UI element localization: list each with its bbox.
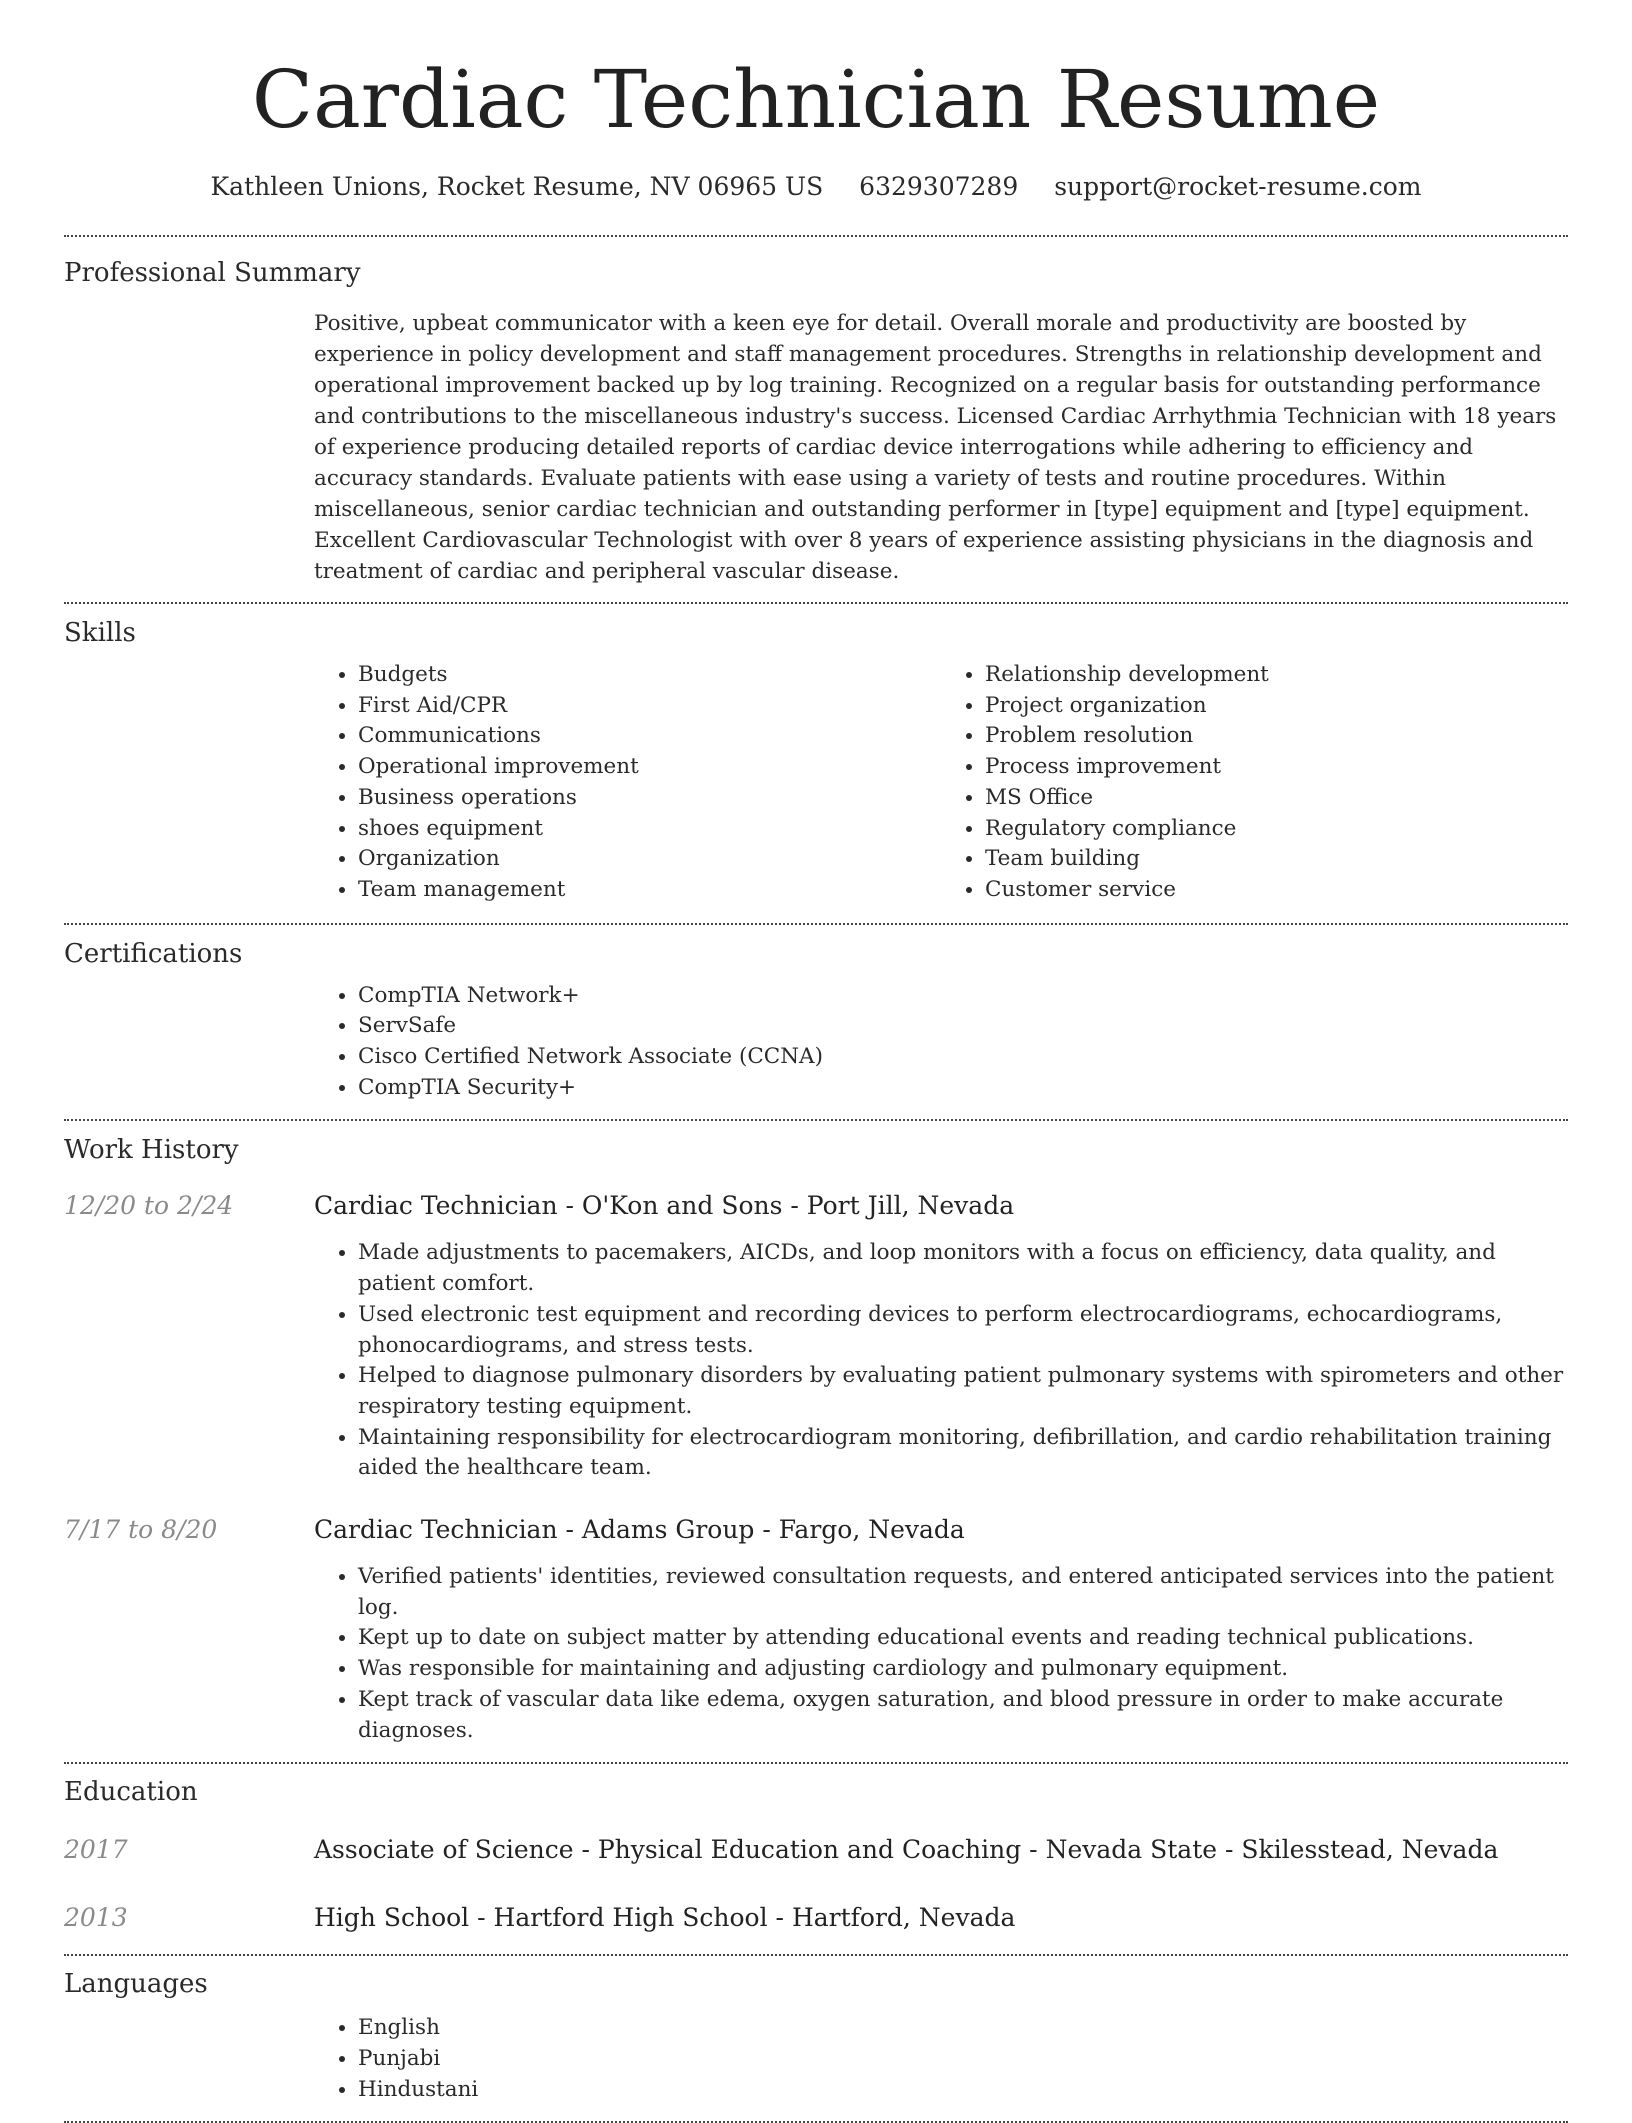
list-item: • Kept up to date on subject matter by attending educational events and reading technical publications. (358, 1623, 1568, 1654)
education-section (64, 1764, 1568, 1936)
list-item: • Verified patients' identities, reviewed consultation requests, and entered anticipated services into the patient log. (358, 1562, 1568, 1623)
list-item: • Relationship development (985, 660, 1568, 691)
job-bullets (314, 1562, 1568, 1746)
education-year: 2017 (64, 1835, 128, 1865)
list-item: • Hindustani (358, 2075, 1568, 2106)
list-item: • Budgets (358, 660, 941, 691)
summary-section (64, 237, 1568, 587)
list-item: • English (358, 2013, 1568, 2044)
education-text: High School - Hartford High School - Hartford, Nevada (314, 1903, 1016, 1933)
certifications-list (314, 981, 1568, 1104)
education-entry (64, 1832, 1568, 1868)
contact-phone: 6329307289 (859, 172, 1019, 201)
summary-heading: Professional Summary (64, 258, 361, 288)
skills-list-right (941, 660, 1568, 906)
job-dates: 7/17 to 8/20 (64, 1515, 218, 1545)
languages-section (64, 1956, 1568, 2105)
job-dates: 12/20 to 2/24 (64, 1191, 234, 1221)
list-item: • Team building (985, 844, 1568, 875)
list-item: • Regulatory compliance (985, 814, 1568, 845)
list-item: • Business operations (358, 783, 941, 814)
contact-address: Kathleen Unions, Rocket Resume, NV 06965 US (210, 172, 824, 201)
skills-section (64, 604, 1568, 906)
list-item: • Process improvement (985, 752, 1568, 783)
list-item: • CompTIA Network+ (358, 981, 1568, 1012)
languages-heading: Languages (64, 1969, 208, 2000)
list-item: • Punjabi (358, 2044, 1568, 2075)
list-item: • Operational improvement (358, 752, 941, 783)
list-item: • Used electronic test equipment and recording devices to perform electrocardiograms, echocardiograms, phonocardiograms, and stress tests. (358, 1300, 1568, 1361)
job-heading: Cardiac Technician - Adams Group - Fargo, Nevada (314, 1515, 965, 1545)
list-item: • MS Office (985, 783, 1568, 814)
list-item: • Organization (358, 844, 941, 875)
education-entry (64, 1900, 1568, 1936)
education-heading: Education (64, 1777, 198, 1808)
certifications-heading: Certifications (64, 938, 243, 969)
resume-page (64, 0, 1568, 2123)
list-item: • Problem resolution (985, 721, 1568, 752)
work-history-section (64, 1121, 1568, 1746)
list-item: • Helped to diagnose pulmonary disorders by evaluating patient pulmonary systems with spirometers and other respiratory testing equipment. (358, 1361, 1568, 1422)
list-item: • Cisco Certified Network Associate (CCNA) (358, 1042, 1568, 1073)
list-item: • CompTIA Security+ (358, 1073, 1568, 1104)
list-item: • Made adjustments to pacemakers, AICDs, and loop monitors with a focus on efficiency, data quality, and patient comfort. (358, 1238, 1568, 1299)
job-entry (64, 1512, 1568, 1746)
education-text: Associate of Science - Physical Education and Coaching - Nevada State - Skilesstead, Nevada (314, 1835, 1499, 1865)
list-item: • Communications (358, 721, 941, 752)
list-item: • First Aid/CPR (358, 691, 941, 722)
list-item: • shoes equipment (358, 814, 941, 845)
list-item: • Was responsible for maintaining and adjusting cardiology and pulmonary equipment. (358, 1654, 1568, 1685)
list-item: • Maintaining responsibility for electrocardiogram monitoring, defibrillation, and cardio rehabilitation training aided the healthcare team. (358, 1423, 1568, 1484)
list-item: • Project organization (985, 691, 1568, 722)
job-heading: Cardiac Technician - O'Kon and Sons - Port Jill, Nevada (314, 1191, 1015, 1221)
skills-heading: Skills (64, 618, 136, 648)
languages-list (314, 2013, 1568, 2105)
education-year: 2013 (64, 1903, 128, 1933)
job-bullets (314, 1238, 1568, 1484)
job-entry (64, 1188, 1568, 1484)
list-item: • Team management (358, 875, 941, 906)
list-item: • ServSafe (358, 1011, 1568, 1042)
certifications-section (64, 925, 1568, 1104)
skills-list-left (314, 660, 941, 906)
contact-email[interactable]: support@rocket-resume.com (1054, 172, 1422, 201)
summary-text: Positive, upbeat communicator with a keen eye for detail. Overall morale and productivity are boosted by experience in policy development and staff management procedures. Strengths in relationship development and operational improvement backed up by log training. Recognized on a regular basis for outstanding performance and contributions to the miscellaneous industry's success. Licensed Cardiac Arrhythmia Technician with 18 years of experience producing detailed reports of cardiac device interrogations while adhering to efficiency and accuracy standards. Evaluate patients with ease using a variety of tests and routine procedures. Within miscellaneous, senior cardiac technician and outstanding performer in [type] equipment and [type] equipment. Excellent Cardiovascular Technologist with over 8 years of experience assisting physicians in the diagnosis and treatment of cardiac and peripheral vascular disease. (314, 311, 1557, 584)
list-item: • Kept track of vascular data like edema, oxygen saturation, and blood pressure in order to make accurate diagnoses. (358, 1685, 1568, 1746)
resume-title: Cardiac Technician Resume (251, 53, 1381, 146)
work-history-heading: Work History (64, 1135, 239, 1166)
contact-line (64, 170, 1568, 204)
list-item: • Customer service (985, 875, 1568, 906)
